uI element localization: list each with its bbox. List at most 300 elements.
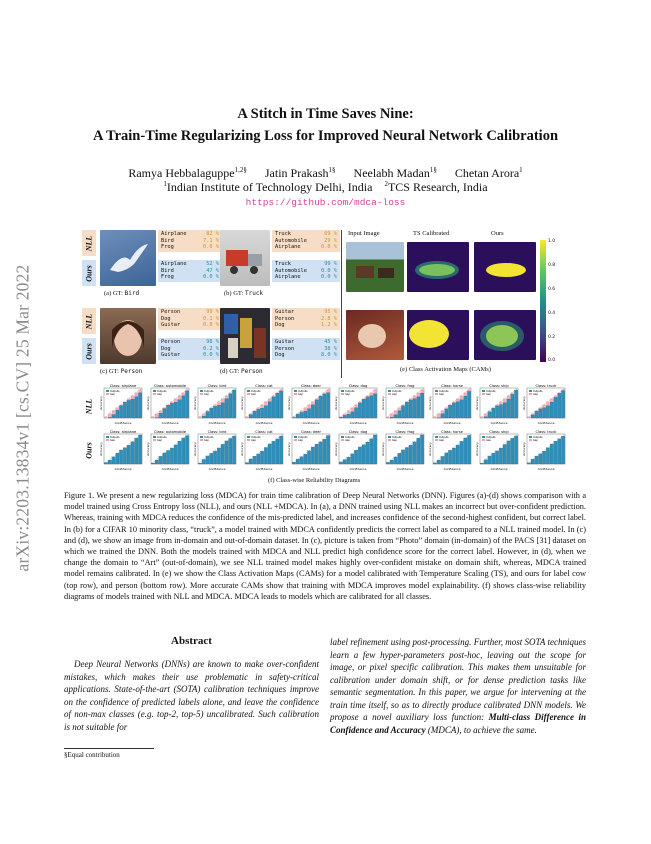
footnote: §Equal contribution: [64, 751, 120, 759]
accuracy-bar: [159, 413, 162, 418]
accuracy-bar: [304, 411, 307, 418]
legend-label: Gap: [345, 392, 350, 396]
accuracy-bar: [260, 451, 263, 464]
colorbar-tick: 0.2: [548, 335, 556, 340]
accuracy-bar: [347, 457, 350, 464]
bird-image: [100, 230, 156, 286]
accuracy-bar: [272, 441, 275, 464]
accuracy-bar: [445, 453, 448, 464]
legend-label: Outputs: [486, 435, 496, 439]
accuracy-bar: [116, 410, 119, 418]
legend-swatch-outputs: [529, 436, 532, 438]
y-axis-label: Accuracy: [334, 442, 338, 456]
y-axis-label: Accuracy: [146, 442, 150, 456]
accuracy-bar: [351, 454, 354, 464]
legend-swatch-gap: [388, 393, 391, 395]
author: Neelabh Madan$^{1\S}$: [353, 166, 437, 180]
reliability-plot-title: Class: automobile: [153, 430, 187, 434]
caption-c: (c) GT: Person: [100, 368, 143, 375]
legend-swatch-gap: [341, 393, 344, 395]
legend-swatch-outputs: [294, 390, 297, 392]
accuracy-bar: [456, 402, 459, 418]
x-axis-label: Confidence: [349, 421, 367, 425]
legend-label: Gap: [533, 438, 538, 442]
accuracy-bar: [531, 459, 534, 464]
accuracy-bar: [326, 393, 329, 418]
accuracy-bar: [539, 409, 542, 418]
accuracy-bar: [464, 438, 467, 464]
legend-label: Outputs: [157, 435, 167, 439]
accuracy-bar: [405, 402, 408, 418]
accuracy-bar: [311, 405, 314, 418]
accuracy-bar: [452, 403, 455, 418]
accuracy-bar: [163, 409, 166, 418]
accuracy-bar: [260, 408, 263, 418]
accuracy-bar: [561, 436, 564, 464]
legend-swatch-gap: [435, 439, 438, 441]
legend-swatch-outputs: [529, 390, 532, 392]
accuracy-bar: [264, 447, 267, 464]
y-axis-label: Accuracy: [428, 396, 432, 410]
accuracy-bar: [484, 417, 487, 418]
accuracy-bar: [492, 453, 495, 464]
accuracy-bar: [178, 441, 181, 464]
reliability-plot-title: Class: cat: [255, 384, 273, 388]
accuracy-bar: [550, 444, 553, 464]
y-axis-label: Accuracy: [99, 396, 103, 410]
accuracy-bar: [354, 450, 357, 464]
legend-swatch-gap: [435, 393, 438, 395]
reliability-plot-title: Class: frog: [395, 430, 415, 434]
reliability-plot-title: Class: dog: [348, 384, 368, 388]
ours-predictions-c: Person 98 % Dog 0.2 % Guitar 0.0 %: [158, 338, 222, 360]
accuracy-bar: [409, 400, 412, 418]
person-input-image: [346, 310, 404, 360]
accuracy-bar: [507, 441, 510, 464]
accuracy-bar: [225, 441, 228, 464]
y-axis-label: Accuracy: [381, 442, 385, 456]
accuracy-bar: [441, 414, 444, 418]
legend-swatch-outputs: [388, 436, 391, 438]
accuracy-bar: [206, 456, 209, 464]
accuracy-bar: [210, 453, 213, 464]
legend-swatch-gap: [200, 439, 203, 441]
legend-label: Gap: [345, 438, 350, 442]
legend-label: Gap: [298, 392, 303, 396]
reliability-plot-title: Class: airplane: [109, 384, 137, 388]
accuracy-bar: [138, 393, 141, 418]
legend-swatch-gap: [294, 439, 297, 441]
cam-header-ours: Ours: [491, 230, 504, 237]
accuracy-bar: [123, 402, 126, 418]
accuracy-bar: [307, 409, 310, 418]
person-cam-ts: [407, 310, 469, 360]
paper-title-line2: A Train-Time Regularizing Loss for Improved Neural Network Calibration: [92, 128, 559, 144]
legend-swatch-outputs: [341, 390, 344, 392]
accuracy-bar: [390, 417, 393, 418]
accuracy-bar: [488, 456, 491, 464]
legend-label: Gap: [533, 392, 538, 396]
accuracy-bar: [300, 412, 303, 418]
nll-predictions-c: Person 99 % Dog 0.1 % Guitar 0.0 %: [158, 308, 222, 330]
reliability-plot-title: Class: truck: [535, 384, 557, 388]
accuracy-bar: [217, 448, 220, 464]
accuracy-bar: [499, 405, 502, 418]
accuracy-bar: [398, 411, 401, 418]
accuracy-bar: [413, 442, 416, 464]
accuracy-bar: [326, 436, 329, 464]
cow-input-image: [346, 242, 404, 292]
accuracy-bar: [213, 451, 216, 464]
accuracy-bar: [296, 459, 299, 464]
accuracy-bar: [112, 457, 115, 464]
author-list: [0, 166, 651, 181]
cow-cam-ours: [474, 242, 536, 292]
person-art-image: [220, 308, 270, 364]
accuracy-bar: [492, 408, 495, 418]
accuracy-bar: [405, 447, 408, 464]
accuracy-bar: [249, 415, 252, 418]
truck-image: [220, 230, 270, 286]
x-axis-label: Confidence: [443, 467, 461, 471]
accuracy-bar: [546, 406, 549, 418]
person-cam-ours: [474, 310, 536, 360]
accuracy-bar: [394, 415, 397, 418]
accuracy-bar: [257, 454, 260, 464]
legend-swatch-outputs: [200, 436, 203, 438]
legend-swatch-gap: [247, 393, 250, 395]
cam-header-ts: TS Calibrated: [413, 230, 450, 237]
accuracy-bar: [127, 445, 130, 464]
reliability-plot-title: Class: horse: [441, 384, 463, 388]
accuracy-bar: [174, 445, 177, 464]
reliability-plot-title: Class: dog: [348, 430, 368, 434]
legend-label: Gap: [204, 392, 209, 396]
accuracy-bar: [182, 438, 185, 464]
abstract-column-1: Deep Neural Networks (DNNs) are known to make over-confident mistakes, which makes their use problematic in safety-critical applications. State-of-the-art (SOTA) calibration techniques improve on the confidence of predicted labels alone, and leave the confidence of non-max classes (e.g. top-2, top-5) uncalibrated. Such calibration is not suitable for: [64, 659, 319, 732]
cam-header-input: Input Image: [348, 230, 380, 237]
y-axis-label: Accuracy: [99, 442, 103, 456]
legend-swatch-gap: [153, 439, 156, 441]
x-axis-label: Confidence: [443, 421, 461, 425]
affiliations: $^1$Indian Institute of Technology Delhi, India $^2$TCS Research, India: [163, 180, 488, 194]
colorbar-tick: 0.8: [548, 263, 556, 268]
figure-caption: Figure 1. We present a new regularizing loss (MDCA) for train time calibration of Deep Neural Networks (DNN). Figures (a)-(d) shows comparison with a model trained using Cross Entropy loss (NLL), and ours (NLL +MDCA). In (a), a DNN trained using NLL makes an incorrect but over-confident prediction. Whereas, training with MDCA reduces the confidence of the mis-predicted label, and increases confidence of the second-highest confident, but correct label. In (b) for a CIFAR 10 minority class, “truck”, a model trained with MDCA confidently predicts the correct label as compared to a NLL trained model. In (c) and (d), we show an image from in-domain and out-of-domain dataset. In (c), picture is taken from “Photo” domain (in-domain) of the PACS [31] dataset on which we trained the DNN. Both the models trained with MDCA and NLL predict high confidence score for the correct label. However, in (d), when we change the domain to “Art” (out-of-domain), we see NLL trained model makes highly over-confident mistake on domain shift, whereas, MDCA trained model remains calibrated. In (e) we show the Class Activation Maps (CAMs) for a model calibrated with Temperature Scaling (TS), and ours for label cow (top row), and person (bottom row). More accurate CAMs show that training with MDCA improves model explainability. (f) shows class-wise reliability diagrams of models trained with NLL and MDCA. MDCA leads to models which are calibrated for all classes.: [64, 491, 586, 601]
github-link[interactable]: https://github.com/mdca-loss: [245, 197, 406, 208]
legend-swatch-outputs: [247, 436, 250, 438]
accuracy-bar: [558, 439, 561, 464]
legend-swatch-gap: [106, 393, 109, 395]
accuracy-bar: [213, 406, 216, 418]
accuracy-bar: [417, 397, 420, 418]
legend-swatch-gap: [153, 393, 156, 395]
y-axis-label: Accuracy: [428, 442, 432, 456]
colorbar-tick: 0.4: [548, 311, 556, 316]
accuracy-bar: [420, 435, 423, 464]
caption-f: (f) Class-wise Reliability Diagrams: [268, 477, 361, 484]
accuracy-bar: [558, 393, 561, 418]
accuracy-bar: [358, 447, 361, 464]
legend-label: Outputs: [157, 389, 167, 393]
abstract-column-2: label refinement using post-processing. Further, most SOTA techniques learn a few hyper-parameters post-hoc, leaving out the scope for image, or pixel specific calibration. This makes them unsuitable for calibration under domain shift, or for dense prediction tasks like semantic segmentation. In this paper, we argue for intervening at the train time itself, so as to directly produce calibrated DNN models. We propose a novel auxiliary loss function: Multi-class Difference in Confidence and Accuracy (MDCA), to achieve the same.: [330, 637, 586, 735]
y-axis-label: Accuracy: [287, 442, 291, 456]
nll-predictions-a: Airplane 82 % Bird 7.1 % Frog 0.0 %: [158, 230, 222, 252]
accuracy-bar: [323, 394, 326, 418]
accuracy-bar: [398, 453, 401, 464]
accuracy-bar: [268, 444, 271, 464]
accuracy-bar: [390, 460, 393, 464]
accuracy-bar: [542, 451, 545, 464]
legend-label: Outputs: [251, 389, 261, 393]
legend-swatch-gap: [482, 393, 485, 395]
legend-label: Outputs: [204, 389, 214, 393]
legend-label: Gap: [439, 392, 444, 396]
legend-swatch-gap: [388, 439, 391, 441]
accuracy-bar: [279, 436, 282, 464]
accuracy-bar: [221, 403, 224, 418]
legend-swatch-gap: [200, 393, 203, 395]
legend-label: Outputs: [251, 435, 261, 439]
legend-swatch-gap: [247, 439, 250, 441]
accuracy-bar: [123, 448, 126, 464]
y-axis-label: Accuracy: [146, 396, 150, 410]
reliability-plot-title: Class: frog: [395, 384, 415, 388]
accuracy-bar: [370, 439, 373, 464]
accuracy-bar: [257, 409, 260, 418]
legend-label: Outputs: [439, 389, 449, 393]
reliability-plot-title: Class: deer: [301, 384, 321, 388]
accuracy-bar: [503, 403, 506, 418]
accuracy-bar: [221, 444, 224, 464]
figure-divider: [341, 230, 342, 378]
accuracy-bar: [535, 411, 538, 418]
accuracy-bar: [119, 450, 122, 464]
row-label-nll: NLL: [82, 230, 96, 256]
accuracy-bar: [448, 405, 451, 418]
accuracy-bar: [347, 414, 350, 418]
accuracy-bar: [311, 447, 314, 464]
legend-label: Gap: [251, 392, 256, 396]
x-axis-label: Confidence: [255, 421, 273, 425]
colorbar-tick: 1.0: [548, 239, 556, 244]
accuracy-bar: [315, 444, 318, 464]
x-axis-label: Confidence: [255, 467, 273, 471]
x-axis-label: Confidence: [349, 467, 367, 471]
arxiv-identifier: arXiv:2203.13834v1 [cs.CV] 25 Mar 2022: [12, 263, 33, 572]
row-label-ours: Ours: [82, 260, 96, 286]
legend-label: Gap: [110, 392, 115, 396]
accuracy-bar: [112, 415, 115, 418]
accuracy-bar: [163, 453, 166, 464]
reliability-plot-title: Class: bird: [207, 430, 227, 434]
legend-swatch-gap: [529, 439, 532, 441]
accuracy-bar: [362, 399, 365, 418]
legend-label: Outputs: [486, 389, 496, 393]
accuracy-bar: [420, 393, 423, 418]
x-axis-label: Confidence: [490, 421, 508, 425]
legend-label: Gap: [486, 438, 491, 442]
accuracy-bar: [232, 436, 235, 464]
reliability-plot-title: Class: horse: [441, 430, 463, 434]
reliability-plot-title: Class: bird: [207, 384, 227, 388]
accuracy-bar: [206, 412, 209, 418]
accuracy-bar: [366, 442, 369, 464]
legend-label: Gap: [392, 392, 397, 396]
reliability-plot-title: Class: automobile: [153, 384, 187, 388]
accuracy-bar: [276, 393, 279, 418]
legend-label: Gap: [439, 438, 444, 442]
accuracy-bar: [127, 400, 130, 418]
figure-1: [82, 222, 567, 492]
accuracy-bar: [370, 396, 373, 418]
legend-label: Gap: [157, 392, 162, 396]
accuracy-bar: [166, 405, 169, 418]
paper-title-line1: A Stitch in Time Saves Nine:: [237, 106, 414, 122]
accuracy-bar: [460, 400, 463, 418]
accuracy-bar: [445, 409, 448, 418]
y-axis-label: Accuracy: [522, 442, 526, 456]
accuracy-bar: [507, 399, 510, 418]
legend-label: Gap: [157, 438, 162, 442]
accuracy-bar: [467, 391, 470, 418]
accuracy-bar: [174, 402, 177, 418]
legend-label: Outputs: [110, 389, 120, 393]
accuracy-bar: [366, 397, 369, 418]
accuracy-bar: [108, 417, 111, 418]
accuracy-bar: [460, 441, 463, 464]
accuracy-bar: [217, 405, 220, 418]
legend-swatch-gap: [529, 393, 532, 395]
reliability-plot-title: Class: truck: [535, 430, 557, 434]
accuracy-bar: [249, 459, 252, 464]
accuracy-bar: [546, 448, 549, 464]
x-axis-label: Confidence: [537, 421, 555, 425]
x-axis-label: Confidence: [208, 421, 226, 425]
legend-label: Outputs: [533, 389, 543, 393]
accuracy-bar: [394, 457, 397, 464]
cow-cam-ts: [407, 242, 469, 292]
accuracy-bar: [409, 445, 412, 464]
accuracy-bar: [401, 450, 404, 464]
legend-swatch-outputs: [106, 436, 109, 438]
x-axis-label: Confidence: [302, 421, 320, 425]
accuracy-bar: [202, 459, 205, 464]
accuracy-bar: [351, 412, 354, 418]
accuracy-bar: [138, 435, 141, 464]
reliability-plot-title: Class: ship: [489, 430, 509, 434]
y-axis-label: Accuracy: [334, 396, 338, 410]
accuracy-bar: [279, 391, 282, 418]
accuracy-bar: [264, 406, 267, 418]
legend-label: Outputs: [439, 435, 449, 439]
legend-label: Gap: [251, 438, 256, 442]
accuracy-bar: [452, 448, 455, 464]
legend-swatch-gap: [482, 439, 485, 441]
footnote-rule: [64, 748, 154, 749]
author: Chetan Arora$^1$: [454, 166, 523, 180]
accuracy-bar: [323, 439, 326, 464]
legend-label: Gap: [392, 438, 397, 442]
accuracy-bar: [499, 448, 502, 464]
person-photo-image: [100, 308, 156, 364]
accuracy-bar: [511, 394, 514, 418]
author: Ramya Hebbalaguppe$^{1,2\S}$: [128, 166, 247, 180]
legend-swatch-gap: [106, 439, 109, 441]
row-label-nll: NLL: [82, 308, 96, 334]
legend-label: Outputs: [533, 435, 543, 439]
legend-swatch-outputs: [153, 390, 156, 392]
legend-swatch-outputs: [435, 436, 438, 438]
legend-swatch-outputs: [294, 436, 297, 438]
x-axis-label: Confidence: [302, 467, 320, 471]
accuracy-bar: [225, 399, 228, 418]
accuracy-bar: [488, 412, 491, 418]
accuracy-bar: [116, 453, 119, 464]
legend-swatch-outputs: [341, 436, 344, 438]
x-axis-label: Confidence: [208, 467, 226, 471]
legend-label: Outputs: [204, 435, 214, 439]
accuracy-bar: [514, 436, 517, 464]
ours-predictions-a: Airplane 52 % Bird 47 % Frog 0.0 %: [158, 260, 222, 282]
accuracy-bar: [268, 402, 271, 418]
legend-label: Outputs: [298, 435, 308, 439]
legend-swatch-outputs: [435, 390, 438, 392]
legend-label: Outputs: [298, 389, 308, 393]
accuracy-bar: [229, 394, 232, 418]
caption-b: (b) GT: Truck: [224, 290, 264, 297]
y-axis-label: Accuracy: [193, 396, 197, 410]
x-axis-label: Confidence: [114, 421, 132, 425]
accuracy-bar: [542, 408, 545, 418]
accuracy-bar: [202, 416, 205, 418]
accuracy-bar: [131, 442, 134, 464]
accuracy-bar: [210, 408, 213, 418]
x-axis-label: Confidence: [114, 467, 132, 471]
accuracy-bar: [495, 406, 498, 418]
accuracy-bar: [296, 414, 299, 418]
accuracy-bar: [511, 438, 514, 464]
accuracy-bar: [185, 436, 188, 464]
accuracy-bar: [456, 445, 459, 464]
reliability-plot-title: Class: deer: [301, 430, 321, 434]
legend-label: Gap: [486, 392, 491, 396]
accuracy-bar: [448, 450, 451, 464]
gap-bar: [437, 414, 440, 419]
accuracy-bar: [253, 411, 256, 418]
colorbar-tick: 0.0: [548, 358, 556, 363]
legend-label: Outputs: [392, 435, 402, 439]
accuracy-bar: [229, 438, 232, 464]
accuracy-bar: [300, 457, 303, 464]
accuracy-bar: [401, 406, 404, 418]
x-axis-label: Confidence: [161, 421, 179, 425]
accuracy-bar: [135, 397, 138, 418]
accuracy-bar: [155, 460, 158, 464]
gap-bar: [155, 414, 158, 419]
accuracy-bar: [373, 435, 376, 464]
row-label-ours: Ours: [82, 338, 96, 364]
colorbar: [540, 240, 546, 362]
legend-swatch-outputs: [106, 390, 109, 392]
y-axis-label: Accuracy: [193, 442, 197, 456]
accuracy-bar: [178, 400, 181, 418]
accuracy-bar: [467, 435, 470, 464]
accuracy-bar: [166, 450, 169, 464]
y-axis-label: Accuracy: [287, 396, 291, 410]
accuracy-bar: [119, 406, 122, 418]
ours-predictions-d: Guitar 45 % Person 38 % Dog 8.0 %: [272, 338, 340, 360]
x-axis-label: Confidence: [396, 467, 414, 471]
